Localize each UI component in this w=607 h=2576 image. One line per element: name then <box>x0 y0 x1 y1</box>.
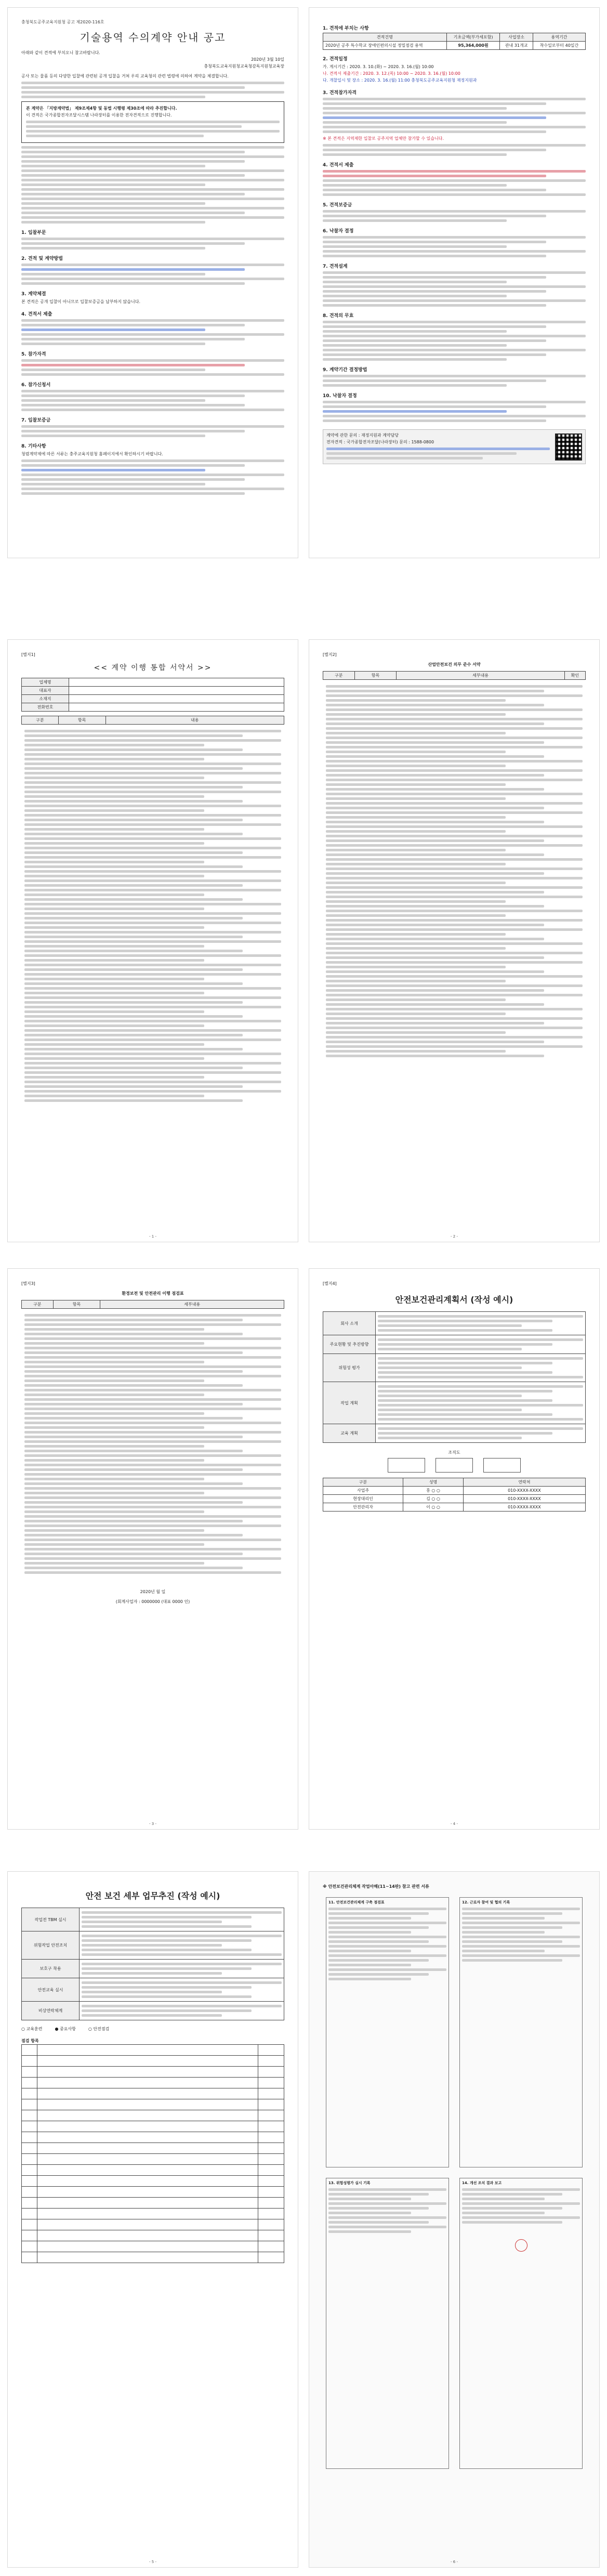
safety-plan-page <box>309 1268 600 1830</box>
table-header: 연락처 <box>463 1478 585 1487</box>
plan-title: 안전보건관리계획서 (작성 예시) <box>395 1295 513 1305</box>
table-cell: 010-XXXX-XXXX <box>463 1495 585 1503</box>
plan-table <box>323 1311 586 1443</box>
body-paragraph <box>21 82 284 98</box>
safety-pledge-page <box>309 639 600 1242</box>
reference-form-title: 12. 근로자 참여 및 협의 기록 <box>462 1900 510 1904</box>
reference-title: ※ 안전보건관리체계 작업아해(11~14판) 참고 관련 서류 <box>323 1884 429 1889</box>
section-title: 7. 견적설계 <box>323 264 348 269</box>
paragraph-block-1 <box>21 146 284 224</box>
legend <box>21 2026 284 2032</box>
page-number: - 2 - <box>451 1234 458 1239</box>
contact-line: 전자견적 : 국가종합전자조달(나라장터) 문의 : 1588-0800 <box>326 440 434 444</box>
checklist-title: 점검 항목 <box>21 2039 39 2043</box>
field-label: 업체명 <box>22 678 69 687</box>
reference-form-title: 14. 개선 조치 결과 보고 <box>462 2181 502 2185</box>
page-number: - 4 - <box>451 1822 458 1826</box>
task-title: 안전 보건 세부 업무추진 (작성 예시) <box>85 1891 220 1901</box>
reference-form <box>326 1897 449 2167</box>
row-label: 주요현황 및 추진방향 <box>323 1335 376 1354</box>
table-cell: 착수일로부터 40일간 <box>533 42 585 50</box>
table-header: 내용 <box>105 716 284 725</box>
table-cell: 안전관리자 <box>323 1503 403 1512</box>
legend-item: ○ 안전점검 <box>88 2027 110 2031</box>
section-title: 8. 견적의 무효 <box>323 313 354 319</box>
table-header: 항목 <box>58 716 105 725</box>
section-title: 3. 견적참가자격 <box>323 90 357 96</box>
legend-item: ● 중요사항 <box>55 2027 76 2031</box>
pledge-table <box>21 716 284 725</box>
row-label: 작업전 TBM 실시 <box>22 1908 80 1931</box>
form-label: 환경보전 및 안전관리 이행 점검표 <box>122 1291 184 1296</box>
eligibility-notice: ※ 본 견적은 지역제한 입찰로 공주지역 업체만 참가할 수 있습니다. <box>323 136 444 141</box>
table-cell: 010-XXXX-XXXX <box>463 1487 585 1495</box>
section-title: 6. 참가신청서 <box>21 383 51 388</box>
reference-form <box>326 2178 449 2469</box>
table-header: 구분 <box>22 1300 54 1309</box>
page-number: - 1 - <box>149 1234 156 1239</box>
pledge-form-page <box>7 639 298 1242</box>
form-tag: [별지3] <box>21 1281 35 1286</box>
table-header: 항목 <box>354 672 397 680</box>
table-cell: 홍 ○ ○ <box>403 1487 464 1495</box>
table-header: 견적건명 <box>323 33 447 42</box>
checklist-grid <box>21 2044 284 2263</box>
table-header: 기초금액(부가세포함) <box>446 33 500 42</box>
signature-line: (회계사업자 : 0000000 (대표 0000 인) <box>115 1599 190 1604</box>
document-number: 충청북도공주교육지원청 공고 제2020-116호 <box>21 20 104 24</box>
issuer: 충청북도교육지원청교육청감독지원청교육장 <box>204 64 284 69</box>
checklist-content <box>21 1309 284 1579</box>
field-label: 대표자 <box>22 687 69 695</box>
form-tag: [별지4] <box>323 1281 337 1286</box>
checklist-page <box>7 1268 298 1830</box>
table-header: 세부내용 <box>397 672 564 680</box>
field-value[interactable] <box>69 687 284 695</box>
table-header: 사업장소 <box>500 33 533 42</box>
org-chart <box>323 1458 586 1473</box>
contact-banner <box>323 429 586 464</box>
schedule-item: 가. 게시기간 : 2020. 3. 10.(화) ~ 2020. 3. 16.(월) 10:00 <box>323 64 434 69</box>
reference-form <box>459 1897 583 2167</box>
reference-form-title: 11. 안전보건관리체계 구축 점검표 <box>328 1900 385 1904</box>
section-title: 5. 견적보증금 <box>323 203 352 208</box>
table-cell: 010-XXXX-XXXX <box>463 1503 585 1512</box>
table-cell: 김 ○ ○ <box>403 1495 464 1503</box>
field-label: 소재지 <box>22 695 69 703</box>
row-label: 안전교육 실시 <box>22 1978 80 2002</box>
section-title: 8. 기타사항 <box>21 444 46 449</box>
section-title: 2. 견적일정 <box>323 57 348 62</box>
row-label: 보호구 착용 <box>22 1960 80 1978</box>
table-header: 확인 <box>564 672 585 680</box>
table-cell: 관내 31개교 <box>500 42 533 50</box>
table-header: 구분 <box>323 672 355 680</box>
row-label: 위험작업 안전조치 <box>22 1931 80 1960</box>
row-label: 위험성 평가 <box>323 1354 376 1382</box>
checklist-table <box>21 1300 284 1309</box>
section-title: 4. 견적서 제출 <box>21 312 52 317</box>
safety-content <box>323 680 586 1062</box>
table-header: 구분 <box>323 1478 403 1487</box>
section-title: 5. 참가자격 <box>21 352 46 357</box>
section-title: 10. 낙찰자 결정 <box>323 393 357 399</box>
contact-line: 계약에 관한 문의 : 재정지원과 계약담당 <box>326 433 399 438</box>
field-value[interactable] <box>69 678 284 687</box>
reference-forms-page <box>309 1871 600 2568</box>
task-table <box>21 1908 284 2020</box>
table-cell: 이 ○ ○ <box>403 1503 464 1512</box>
schedule-item: 나. 견적서 제출기간 : 2020. 3. 12.(목) 10:00 ~ 2020. 3. 16.(월) 10:00 <box>323 71 460 76</box>
signature-date: 2020년 월 일 <box>140 1589 166 1594</box>
field-value[interactable] <box>69 703 284 712</box>
table-cell: 95,364,000원 <box>446 42 500 50</box>
section-title: 4. 견적서 제출 <box>323 163 354 168</box>
body-lead: 공사 또는 물품 등의 다양한 입찰에 관련된 공개 입찰을 거쳐 우리 교육청의 관련 법령에 의하여 계약을 체결합니다. <box>21 74 229 78</box>
page-number: - 5 - <box>149 2560 156 2564</box>
form-tag: [별지1] <box>21 652 35 657</box>
row-label: 작업 계획 <box>323 1382 376 1424</box>
table-header: 세부내용 <box>100 1300 284 1309</box>
notice-box-title: 본 계약은 「지방계약법」 제9조제4항 및 동법 시행령 제30조에 따라 추진합니다. <box>26 106 177 111</box>
table-header: 항목 <box>53 1300 100 1309</box>
section-title: 9. 계약기간 결정방법 <box>323 367 367 373</box>
stamp-seal <box>515 2239 527 2252</box>
estimate-table <box>323 33 586 50</box>
row-label: 교육 계획 <box>323 1424 376 1443</box>
field-label: 전화번호 <box>22 703 69 712</box>
safety-table <box>323 671 586 680</box>
notice-box-text: 이 견적은 국가종합전자조달시스템 나라장터를 이용한 전자견적으로 진행합니다. <box>26 113 172 117</box>
table-cell: 2020년 공주 특수학교 장애인편의시설 정밀점검 용역 <box>323 42 447 50</box>
section-title: 1. 견적에 부치는 사항 <box>323 26 369 31</box>
form-grid <box>323 1894 586 2472</box>
field-value[interactable] <box>69 695 284 703</box>
pledge-content <box>21 725 284 1107</box>
section-3-text: 본 견적은 공개 입찰이 아니므로 입찰보증금을 납부하지 않습니다. <box>21 299 140 304</box>
table-header: 성명 <box>403 1478 464 1487</box>
table-cell: 사업주 <box>323 1487 403 1495</box>
qr-code <box>555 433 582 461</box>
form-title: << 계약 이행 통합 서약서 >> <box>94 664 212 672</box>
contact-table <box>323 1478 586 1512</box>
row-label: 회사 소개 <box>323 1312 376 1335</box>
page-number: - 6 - <box>451 2560 458 2564</box>
task-plan-page <box>7 1871 298 2568</box>
section-11-text: 청렴계약제에 따른 서류는 충주교육지원청 홈페이지에서 확인하시기 바랍니다. <box>21 452 163 456</box>
section-title: 2. 견적 및 계약방법 <box>21 256 63 261</box>
table-cell: 현장대리인 <box>323 1495 403 1503</box>
table-header: 구분 <box>22 716 59 725</box>
notice-page-1 <box>7 7 298 558</box>
section-title: 1. 입찰부문 <box>21 230 46 235</box>
schedule-item: 다. 개찰일시 및 장소 : 2020. 3. 16.(월) 11:00 충청북도공주교육지원청 재정지원과 <box>323 78 477 83</box>
company-info-table <box>21 678 284 712</box>
notice-box <box>21 101 284 143</box>
document-title: 기술용역 수의계약 안내 공고 <box>80 31 226 44</box>
legend-item: ○ 교육훈련 <box>21 2027 43 2031</box>
form-label: 산업안전보건 의무 준수 서약 <box>428 662 481 667</box>
reference-form <box>459 2178 583 2469</box>
notice-page-2 <box>309 7 600 558</box>
notice-date: 2020년 3월 10일 <box>251 57 284 62</box>
section-title: 6. 낙찰자 결정 <box>323 229 354 234</box>
form-tag: [별지2] <box>323 652 337 657</box>
section-title: 3. 계약체결 <box>21 292 46 297</box>
org-chart-label: 조직도 <box>448 1450 460 1455</box>
reference-form-title: 13. 위험성평가 실시 기록 <box>328 2181 371 2185</box>
page-number: - 3 - <box>149 1822 156 1826</box>
section-title: 7. 입찰보증금 <box>21 418 51 423</box>
row-label: 비상연락체계 <box>22 2002 80 2020</box>
intro-text: 아래와 같이 견적에 부치오니 참고바랍니다. <box>21 50 100 55</box>
table-header: 용역기간 <box>533 33 585 42</box>
